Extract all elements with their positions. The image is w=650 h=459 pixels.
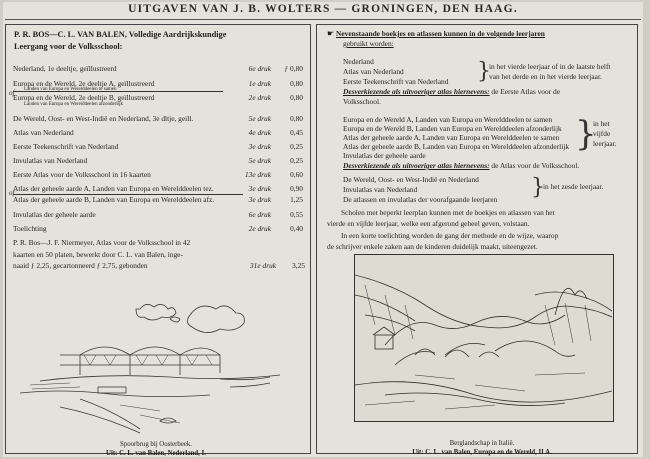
- book-title: Invulatlas van Nederland: [13, 156, 88, 165]
- book-title: Invulatlas der geheele aarde: [13, 210, 96, 219]
- header-rule: [5, 19, 641, 20]
- book-row: [13, 141, 303, 152]
- intro-line-2: gebruikt worden:: [343, 39, 394, 48]
- atlas-description: [13, 237, 305, 272]
- book-price: 0,45: [290, 128, 303, 137]
- group-3-item: Invulatlas van Nederland: [343, 185, 418, 194]
- book-row: [13, 223, 303, 234]
- book-edition: 1e druk: [248, 79, 271, 88]
- series-subtitle: Leergang voor de Volksschool:: [14, 42, 123, 51]
- preference-1: [343, 87, 560, 97]
- book-subnote: Landen van Europa en Werelddeelen afzonderlijk: [24, 102, 124, 107]
- book-edition: 2e druk: [248, 224, 271, 233]
- group-2-item: Invulatlas der geheele aarde: [343, 151, 426, 160]
- series-title: P. R. BOS—C. L. VAN BALEN, Volledige Aardrijkskundige: [14, 30, 227, 39]
- book-price: 0,60: [290, 170, 303, 179]
- group-2-item: Atlas der geheele aarde B, Landen van Europa en Werelddeelen afzonderlijk: [343, 142, 570, 151]
- atlas-price: 3,25: [292, 261, 305, 270]
- group-2-note-line: leerjaar.: [593, 139, 617, 148]
- atlas-line-1: P. R. Bos—J. F. Niermeyer, Atlas voor de Volksschool in 42: [13, 238, 191, 247]
- right-column: [316, 24, 638, 454]
- book-edition: 3e druk: [248, 195, 271, 204]
- group-2-note: [593, 119, 617, 149]
- book-price: 0,25: [290, 156, 303, 165]
- group-1-note-line: in het vierde leerjaar of in de laatste helft: [489, 62, 611, 71]
- book-row: [13, 183, 303, 194]
- book-edition: 2e druk: [248, 93, 271, 102]
- group-2-note-line: vijfde: [593, 129, 611, 138]
- intro-text: [327, 29, 545, 39]
- caption-source: Uit: C. L. van Balen, Nederland, I.: [106, 450, 206, 457]
- book-price: 0,40: [290, 224, 303, 233]
- book-title: Atlas der geheele aarde B, Landen van Europa en Werelddeelen afz.: [13, 195, 215, 204]
- group-1-note-line: van het derde en in het vierde leerjaar.: [489, 72, 602, 81]
- mountain-bridge-drawing: [355, 255, 612, 420]
- book-price: ƒ 0,80: [284, 64, 303, 73]
- paragraph-1-line: vierde en vijfde leerjaar, welke een afgerond geheel geven, volstaan.: [327, 219, 530, 228]
- book-edition: 13e druk: [244, 170, 271, 179]
- group-2-item: Europa en de Wereld B, Landen van Europa en Werelddeelen afzonderlijk: [343, 124, 562, 133]
- atlas-line-3: [13, 260, 305, 272]
- book-title: Eerste Atlas voor de Volksschool in 16 kaarten: [13, 170, 151, 179]
- book-price: 1,25: [290, 195, 303, 204]
- book-price: 0,80: [290, 79, 303, 88]
- book-row: [13, 155, 303, 166]
- book-title: Atlas der geheele aarde A, Landen van Europa en Werelddeelen tez.: [13, 184, 214, 193]
- group-3-item: De atlassen en invulatlas der voorafgaande leerjaren: [343, 195, 498, 204]
- group-2-note-line: in het: [593, 119, 610, 128]
- book-title: Europa en de Wereld, 2e deeltje B, geïllustreerd: [13, 93, 155, 102]
- group-1-item: Eerste Teekenschrift van Nederland: [343, 77, 449, 86]
- group-2-item: Atlas der geheele aarde A, Landen van Europa en Werelddeelen te samen: [343, 133, 560, 142]
- or-marker: of: [9, 189, 15, 197]
- group-1-item: Nederland: [343, 57, 374, 66]
- book-price: 0,90: [290, 184, 303, 193]
- caption-source: Uit: C. L. van Balen, Europa en de Wereld, II A.: [412, 449, 552, 456]
- book-row: [13, 113, 303, 124]
- pointing-hand-icon: ☛: [327, 29, 335, 38]
- paragraph-2: [327, 230, 558, 252]
- book-price: 0,55: [290, 210, 303, 219]
- book-title: De Wereld, Oost- en West-Indië en Nederland, 3e dltje, geill.: [13, 114, 194, 123]
- book-edition: 5e druk: [248, 156, 271, 165]
- atlas-binding-prices: naaid ƒ 2,25, gecartonneerd ƒ 2,75, gebonden: [13, 261, 148, 270]
- book-row: [13, 127, 303, 138]
- group-1: [343, 57, 448, 87]
- preference-2-label: Desverkiezende als uitvoeriger atlas hiernevens:: [343, 161, 490, 170]
- caption-title: Spoorbrug bij Oosterbeek.: [120, 441, 192, 448]
- book-subnote: Landen van Europa en Werelddeelen te samen: [24, 87, 117, 92]
- book-edition: 6e druk: [248, 64, 271, 73]
- atlas-line-2: kaarten en 50 platen, bewerkt door C. L. van Balen, inge-: [13, 249, 183, 259]
- paragraph-1-line: Scholen met beperkt leerplan kunnen met de boekjes en atlassen van het: [341, 208, 555, 217]
- book-row: [13, 169, 303, 180]
- group-2-item: Europa en de Wereld A, Landen van Europa en Werelddeelen te samen: [343, 115, 553, 124]
- page-header: UITGAVEN VAN J. B. WOLTERS — GRONINGEN, DEN HAAG.: [128, 3, 518, 15]
- group-1-note: [489, 62, 610, 82]
- book-edition: 4e druk: [248, 128, 271, 137]
- catalog-page: [3, 2, 643, 457]
- book-edition: 3e druk: [248, 184, 271, 193]
- group-2: [343, 115, 569, 160]
- group-3-item: De Wereld, Oost- en West-Indië en Nederland: [343, 175, 479, 184]
- book-row: [13, 63, 303, 74]
- book-edition: 6e druk: [248, 210, 271, 219]
- brace-icon: }: [531, 175, 545, 200]
- brace-icon: }: [477, 59, 491, 84]
- group-3: [343, 175, 497, 205]
- intro-line-1: Nevenstaande boekjes en atlassen kunnen in de volgende leerjaren: [336, 29, 545, 38]
- book-title: Toelichting: [13, 224, 47, 233]
- preference-1-label: Desverkiezende als uitvoeriger atlas hiernevens:: [343, 87, 490, 96]
- paragraph-2-line: de schrijver enkele zaken aan de kinderen duidelijk maakt, uiteengezet.: [327, 242, 538, 251]
- book-title: Atlas van Nederland: [13, 128, 74, 137]
- paragraph-1: [327, 207, 555, 229]
- book-edition: 3e druk: [248, 142, 271, 151]
- caption-title: Berglandschap in Italië.: [449, 440, 515, 447]
- atlas-edition: 31e druk: [249, 261, 277, 270]
- book-title: Nederland, 1e deeltje, geïllustreerd: [13, 64, 117, 73]
- brace-icon: }: [575, 114, 597, 154]
- preference-2: [343, 161, 579, 171]
- book-title: Europa en de Wereld, 2e deeltje A, geïllustreerd: [13, 79, 155, 88]
- book-row: [13, 209, 303, 220]
- preference-1-text: de Eerste Atlas voor de: [489, 87, 560, 96]
- bridge-illustration: [20, 295, 282, 435]
- book-row: [13, 194, 303, 205]
- landscape-illustration: [354, 254, 614, 422]
- or-marker: of: [9, 89, 15, 97]
- book-price: 0,80: [290, 114, 303, 123]
- paragraph-2-line: In een korte toelichting worden de gang der methode en de wijze, waarop: [341, 231, 559, 240]
- left-caption: [66, 440, 246, 458]
- book-price: 0,25: [290, 142, 303, 151]
- group-3-note: in het zesde leerjaar.: [543, 182, 604, 191]
- right-caption: [377, 439, 587, 457]
- book-title: Eerste Teekenschrift van Nederland: [13, 142, 119, 151]
- preference-1-cont: Volksschool.: [343, 97, 381, 106]
- book-price: 0,80: [290, 93, 303, 102]
- preference-2-text: de Atlas voor de Volksschool.: [489, 161, 580, 170]
- group-1-item: Atlas van Nederland: [343, 67, 404, 76]
- left-column: [5, 24, 311, 457]
- book-edition: 5e druk: [248, 114, 271, 123]
